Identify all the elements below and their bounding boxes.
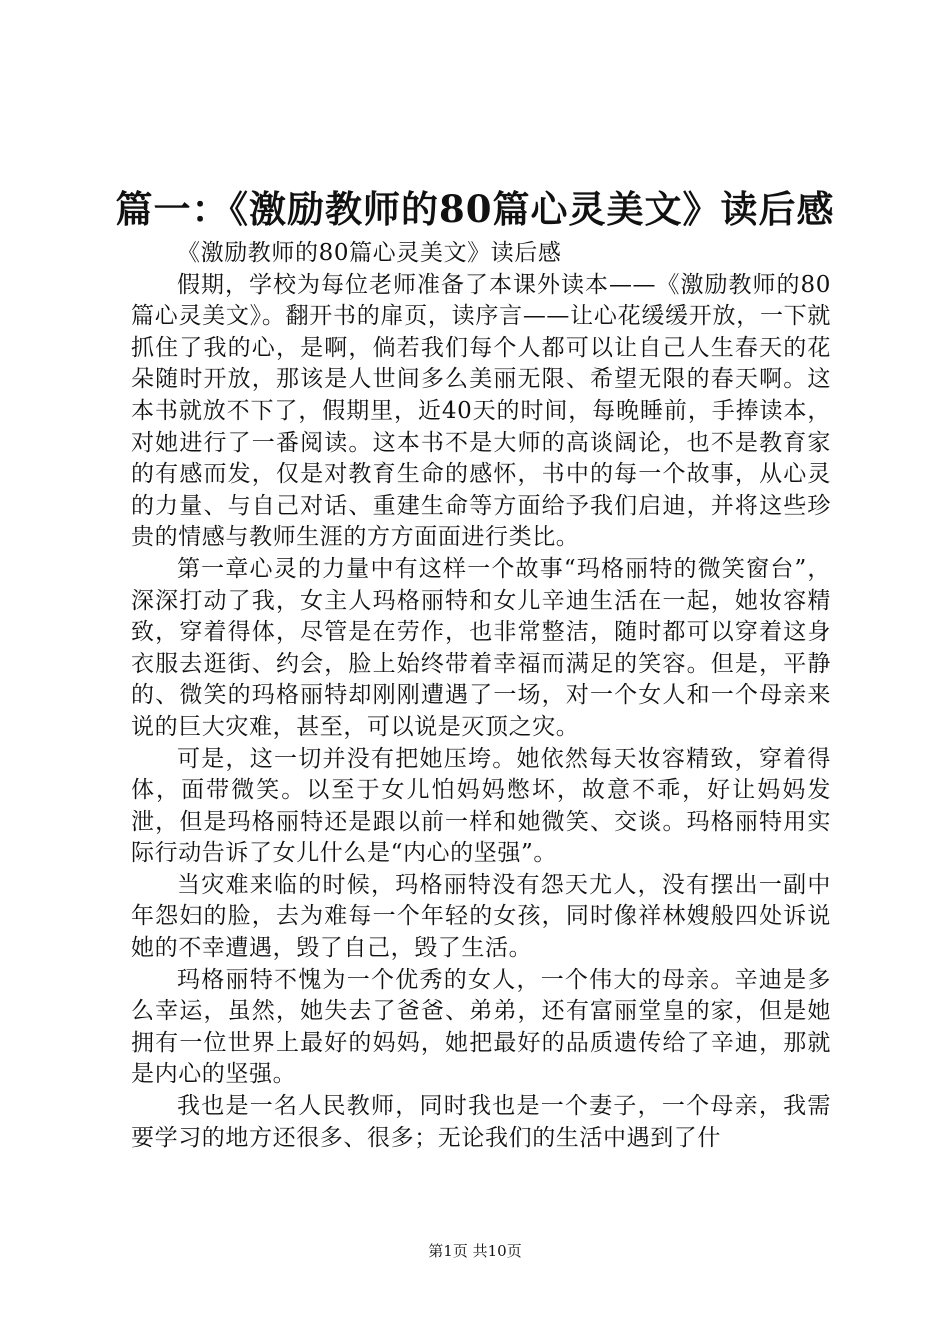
document-body — [131, 238, 831, 1154]
paragraph: 当灾难来临的时候，玛格丽特没有怨天尤人，没有摆出一副中年怨妇的脸，去为难每一个年轻的女孩，同时像祥林嫂般四处诉说她的不幸遭遇，毁了自己，毁了生活。 — [131, 871, 831, 962]
paragraph-subtitle: 《激励教师的80篇心灵美文》读后感 — [177, 240, 562, 266]
paragraph: 我也是一名人民教师，同时我也是一个妻子，一个母亲，我需要学习的地方还很多、很多；无论我们的生活中遇到了什 — [131, 1093, 831, 1151]
paragraph: 可是，这一切并没有把她压垮。她依然每天妆容精致，穿着得体，面带微笑。以至于女儿怕妈妈憋坏，故意不乖，好让妈妈发泄，但是玛格丽特还是跟以前一样和她微笑、交谈。玛格丽特用实际行动告诉了女儿什么是“内心的坚强”。 — [131, 745, 831, 867]
document-title: 篇一：《激励教师的80篇心灵美文》读后感 — [115, 187, 835, 231]
paragraph: 假期，学校为每位老师准备了本课外读本——《激励教师的80篇心灵美文》。翻开书的扉页，读序言——让心花缓缓开放，一下就抓住了我的心，是啊，倘若我们每个人都可以让自己人生春天的花朵随时开放，那该是人世间多么美丽无限、希望无限的春天啊。这本书就放不下了，假期里，近40天的时间，每晚睡前，手捧读本，对她进行了一番阅读。这本书不是大师的高谈阔论，也不是教育家的有感而发，仅是对教育生命的感怀，书中的每一个故事，从心灵的力量、与自己对话、重建生命等方面给予我们启迪，并将这些珍贵的情感与教师生涯的方方面面进行类比。 — [131, 271, 831, 551]
page-number-footer: 第1页 共10页 — [428, 1242, 522, 1260]
paragraph: 玛格丽特不愧为一个优秀的女人，一个伟大的母亲。辛迪是多么幸运，虽然，她失去了爸爸、弟弟，还有富丽堂皇的家，但是她拥有一位世界上最好的妈妈，她把最好的品质遗传给了辛迪，那就是内心的坚强。 — [131, 966, 831, 1088]
paragraph: 第一章心灵的力量中有这样一个故事“玛格丽特的微笑窗台”，深深打动了我，女主人玛格丽特和女儿辛迪生活在一起，她妆容精致，穿着得体，尽管是在劳作，也非常整洁，随时都可以穿着这身衣服去逛街、约会，脸上始终带着幸福而满足的笑容。但是，平静的、微笑的玛格丽特却刚刚遭遇了一场，对一个女人和一个母亲来说的巨大灾难，甚至，可以说是灭顶之灾。 — [131, 555, 831, 740]
